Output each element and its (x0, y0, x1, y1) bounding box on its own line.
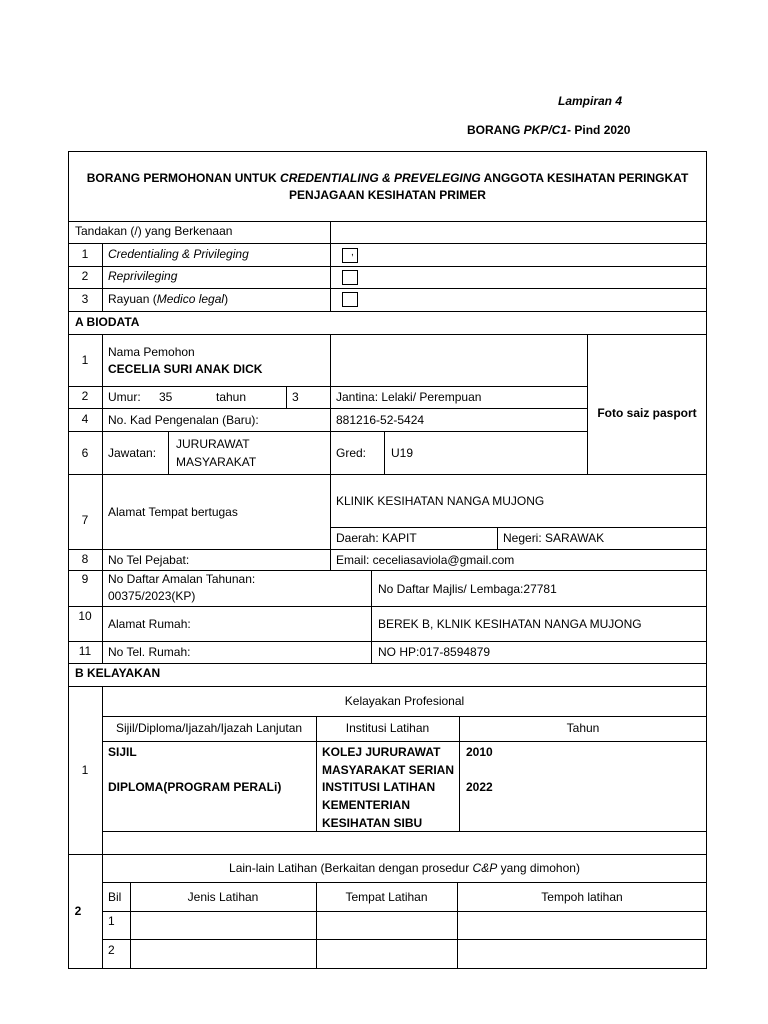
row-number: 1 (81, 353, 89, 367)
daerah-field: Daerah: KAPIT (336, 531, 417, 545)
rule (68, 288, 707, 289)
lain-prefix: Lain-lain Latihan (Berkaitan dengan prosedur (229, 861, 473, 875)
rule (102, 939, 707, 940)
institusi-cell: INSTITUSI LATIHAN (322, 780, 436, 794)
row-number: 1 (81, 763, 89, 777)
umur-label: Umur: (108, 390, 141, 404)
jawatan-value: JURURAWAT (176, 437, 250, 451)
col-sijil: Sijil/Diploma/Ijazah/Ijazah Lanjutan (115, 721, 303, 735)
institusi-cell: MASYARAKAT SERIAN (322, 763, 455, 777)
rule (330, 221, 331, 311)
rayuan-suffix: ) (224, 292, 229, 306)
rule (168, 431, 169, 474)
tahun-cell: 2022 (466, 780, 493, 794)
row-number: 2 (81, 269, 89, 283)
col-jenis: Jenis Latihan (187, 890, 259, 904)
row-number: 10 (78, 609, 92, 623)
umur-extra: 3 (292, 390, 299, 404)
form-title-line2: PENJAGAAN KESIHATAN PRIMER (289, 188, 486, 202)
rayuan-prefix: Rayuan ( (108, 292, 157, 306)
checkbox-reprivileging[interactable] (342, 270, 358, 285)
rule (68, 408, 587, 409)
rule (68, 474, 707, 475)
bil-cell: 1 (108, 914, 115, 928)
amalan-value: 00375/2023(KP) (108, 589, 196, 603)
option-rayuan (108, 292, 228, 307)
institusi-cell: KOLEJ JURURAWAT (322, 745, 441, 759)
lain-latihan-title (102, 861, 707, 876)
alamat-rumah-label: Alamat Rumah: (108, 617, 191, 631)
row-number: 6 (81, 446, 89, 460)
rule (68, 334, 707, 335)
rule (68, 311, 707, 312)
rule (68, 431, 587, 432)
alamat-tugas-label: Alamat Tempat bertugas (108, 505, 238, 519)
sijil-cell: DIPLOMA(PROGRAM PERALi) (108, 780, 282, 794)
institusi-cell: KEMENTERIAN (322, 798, 411, 812)
row-number: 11 (78, 644, 92, 658)
rule (68, 386, 587, 387)
checkbox-credentialing[interactable] (342, 248, 358, 263)
majlis-field: No Daftar Majlis/ Lembaga:27781 (378, 582, 557, 596)
title-part2: CREDENTIALING & PREVELEGING (280, 171, 481, 185)
checkbox-rayuan[interactable] (342, 292, 358, 307)
rule (68, 549, 707, 550)
row-number: 3 (81, 292, 89, 306)
lain-italic: C&P (472, 861, 498, 875)
rule (384, 431, 385, 474)
rule (68, 854, 707, 855)
nama-value: CECELIA SURI ANAK DICK (108, 362, 263, 376)
check-mark: , (351, 247, 354, 258)
rule (68, 663, 707, 664)
option-reprivileging: Reprivileging (108, 269, 178, 283)
tahun-label: tahun (216, 390, 247, 404)
jantina-field: Jantina: Lelaki/ Perempuan (336, 390, 482, 404)
row-number: 2 (81, 389, 89, 403)
col-tahun: Tahun (566, 721, 600, 735)
col-institusi: Institusi Latihan (345, 721, 430, 735)
row-number: 2 (74, 904, 82, 918)
tel-rumah-label: No Tel. Rumah: (108, 645, 191, 659)
sijil-cell: SIJIL (108, 745, 137, 759)
col-tempoh: Tempoh latihan (541, 890, 623, 904)
borang-code-italic: PKP/C1 (523, 123, 568, 137)
rule (68, 266, 707, 267)
jawatan-value: MASYARAKAT (176, 455, 257, 469)
row-number: 9 (81, 572, 89, 586)
row-number: 7 (81, 513, 89, 527)
rayuan-italic: Medico legal (156, 292, 225, 306)
rule (286, 386, 287, 408)
tandakan-label: Tandakan (/) yang Berkenaan (75, 224, 233, 238)
row-number: 8 (81, 552, 89, 566)
amalan-label: No Daftar Amalan Tahunan: (108, 572, 256, 586)
rule (68, 686, 707, 687)
section-kelayakan: B KELAYAKAN (75, 666, 161, 680)
rule (102, 831, 707, 832)
rule (102, 716, 707, 717)
umur-value: 35 (159, 390, 173, 404)
rule (102, 243, 103, 311)
borang-prefix: BORANG (467, 123, 524, 137)
rule (68, 221, 707, 222)
tahun-cell: 2010 (466, 745, 493, 759)
email-field: Email: ceceliasaviola@gmail.com (336, 553, 515, 567)
negeri-field: Negeri: SARAWAK (503, 531, 605, 545)
lain-suffix: yang dimohon) (497, 861, 580, 875)
gred-label: Gred: (336, 446, 367, 460)
borang-suffix: - Pind 2020 (567, 123, 631, 137)
rule (68, 570, 707, 571)
institusi-cell: KESIHATAN SIBU (322, 816, 423, 830)
title-part1: BORANG PERMOHONAN UNTUK (86, 171, 281, 185)
form-title (68, 171, 707, 186)
option-credentialing: Credentialing & Privileging (108, 247, 249, 261)
title-part3: ANGGOTA KESIHATAN PERINGKAT (480, 171, 689, 185)
rule (102, 882, 707, 883)
rule (587, 334, 588, 474)
rule (330, 334, 331, 570)
hp-field: NO HP:017-8594879 (378, 645, 491, 659)
row-number: 1 (81, 247, 89, 261)
lampiran-label: Lampiran 4 (558, 94, 623, 108)
alamat-tugas-value: KLINIK KESIHATAN NANGA MUJONG (336, 494, 545, 508)
ic-value: 881216-52-5424 (336, 413, 425, 427)
foto-placeholder: Foto saiz pasport (597, 406, 697, 420)
nama-label: Nama Pemohon (108, 345, 195, 359)
rule (68, 606, 707, 607)
section-biodata: A BIODATA (75, 315, 140, 329)
bil-cell: 2 (108, 943, 115, 957)
ic-label: No. Kad Pengenalan (Baru): (108, 413, 259, 427)
rule (497, 527, 498, 549)
tel-pejabat-label: No Tel Pejabat: (108, 553, 190, 567)
borang-code (467, 123, 630, 138)
alamat-rumah-value: BEREK B, KLNIK KESIHATAN NANGA MUJONG (378, 617, 642, 631)
rule (102, 334, 103, 663)
rule (102, 741, 707, 742)
jawatan-label: Jawatan: (108, 446, 157, 460)
profesional-title: Kelayakan Profesional (344, 694, 465, 708)
rule (330, 527, 707, 528)
rule (102, 911, 707, 912)
col-tempat: Tempat Latihan (345, 890, 428, 904)
rule (68, 243, 707, 244)
gred-value: U19 (391, 446, 414, 460)
rule (371, 570, 372, 663)
rule (68, 641, 707, 642)
row-number: 4 (81, 412, 89, 426)
col-bil: Bil (108, 890, 122, 904)
